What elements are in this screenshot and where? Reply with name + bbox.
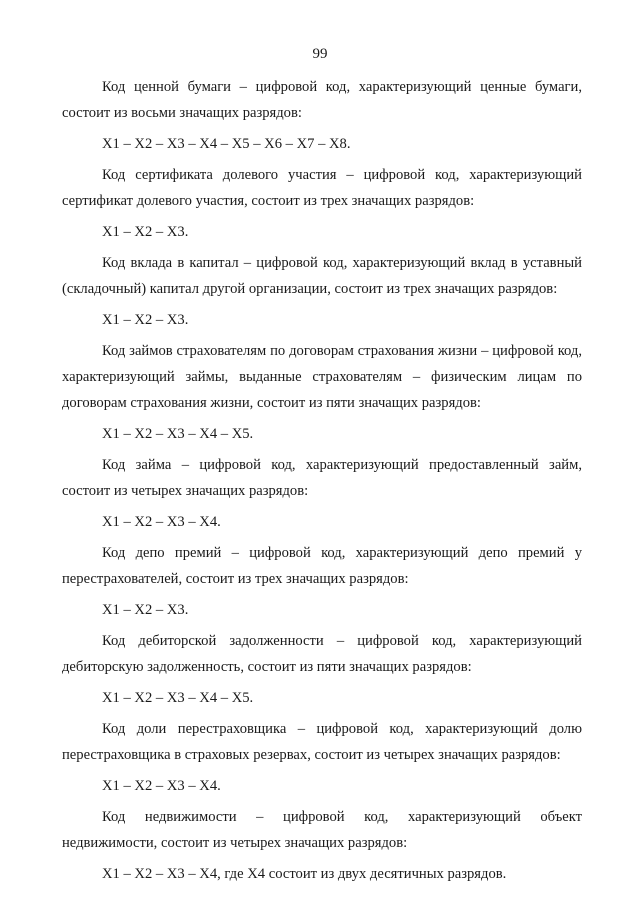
formula-reinsurer-share-code: X1 – X2 – X3 – X4. [102, 778, 221, 794]
formula-receivables-code: X1 – X2 – X3 – X4 – X5. [102, 690, 254, 706]
formula-capital-contribution-code: X1 – X2 – X3. [102, 312, 189, 328]
paragraph-policyholder-loans-code: Код займов страхователям по договорам страхования жизни – цифровой код, характеризующий займы, выданные страхователям – физическим лицам по договорам страхования жизни, состоит из пяти значащих разрядов: [62, 343, 582, 411]
paragraph-receivables-code: Код дебиторской задолженности – цифровой код, характеризующий дебиторскую задолженность, состоит из пяти значащих разрядов: [62, 633, 582, 675]
formula-policyholder-loans-code: X1 – X2 – X3 – X4 – X5. [102, 426, 254, 442]
paragraph-loan-code: Код займа – цифровой код, характеризующий предоставленный займ, состоит из четырех значащих разрядов: [62, 457, 582, 499]
formula-real-estate-code: X1 – X2 – X3 – X4, где X4 состоит из двух десятичных разрядов. [102, 866, 507, 882]
formula-security-code: X1 – X2 – X3 – X4 – X5 – X6 – X7 – X8. [102, 136, 351, 152]
paragraph-reinsurer-share-code: Код доли перестраховщика – цифровой код, характеризующий долю перестраховщика в страховых резервах, состоит из четырех значащих разрядов: [62, 721, 582, 763]
paragraph-real-estate-code: Код недвижимости – цифровой код, характеризующий объект недвижимости, состоит из четырех значащих разрядов: [62, 809, 582, 851]
formula-premium-deposit-code: X1 – X2 – X3. [102, 602, 189, 618]
paragraph-certificate-code: Код сертификата долевого участия – цифровой код, характеризующий сертификат долевого участия, состоит из трех значащих разрядов: [62, 167, 582, 209]
formula-certificate-code: X1 – X2 – X3. [102, 224, 189, 240]
paragraph-security-code: Код ценной бумаги – цифровой код, характеризующий ценные бумаги, состоит из восьми значащих разрядов: [62, 79, 582, 121]
paragraph-premium-deposit-code: Код депо премий – цифровой код, характеризующий депо премий у перестрахователей, состоит из трех значащих разрядов: [62, 545, 582, 587]
page-number: 99 [312, 46, 328, 62]
paragraph-capital-contribution-code: Код вклада в капитал – цифровой код, характеризующий вклад в уставный (складочный) капитал другой организации, состоит из трех значащих разрядов: [62, 255, 582, 297]
document-body [62, 74, 582, 892]
formula-loan-code: X1 – X2 – X3 – X4. [102, 514, 221, 530]
